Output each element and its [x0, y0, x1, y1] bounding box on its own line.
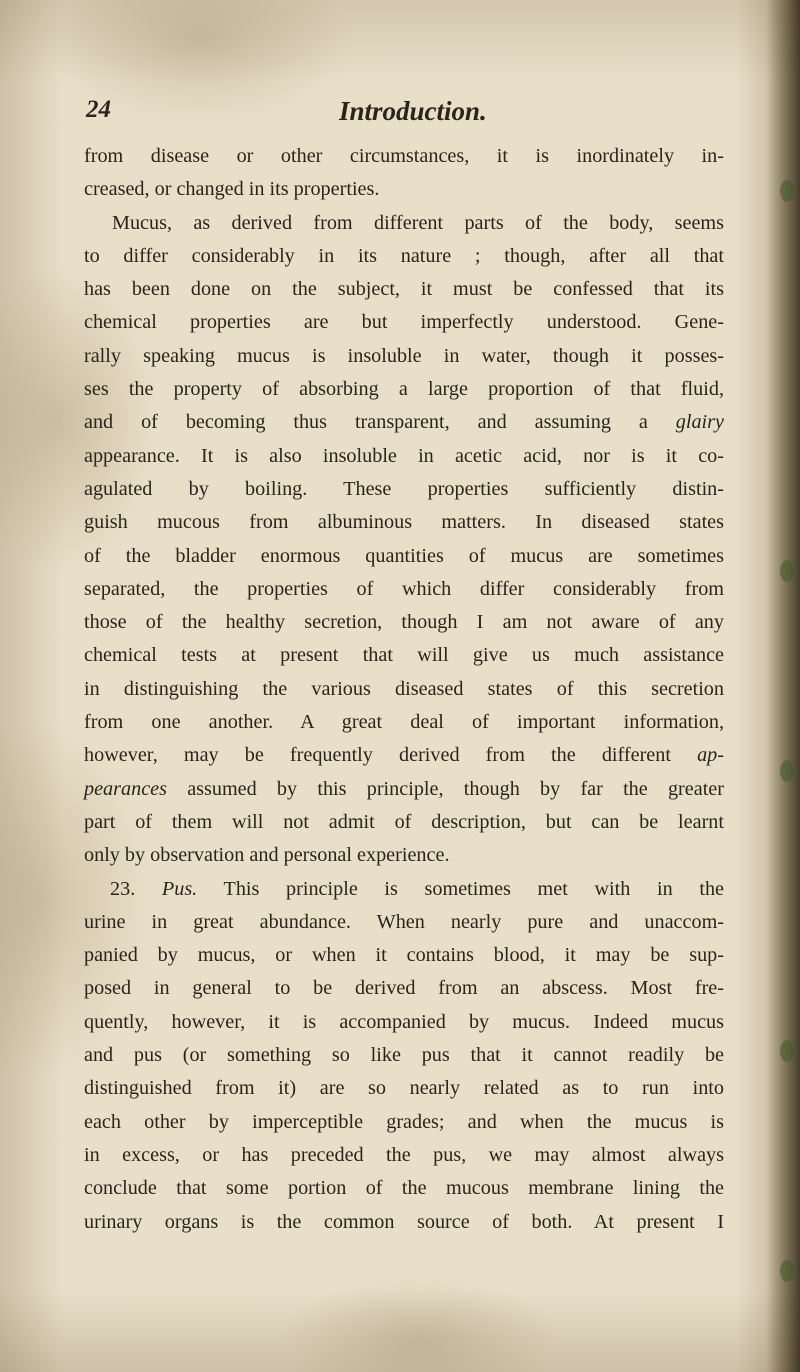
text-line: [84, 773, 724, 806]
text-line: in distinguishing the various diseased states of this secretion: [84, 677, 724, 700]
text-line: of the bladder enormous quantities of mucus are sometimes: [84, 544, 724, 567]
text-line: separated, the properties of which differ considerably from: [84, 577, 724, 600]
italic-term: glairy: [675, 411, 724, 434]
foxing-spot: [780, 1260, 794, 1282]
text-line: rally speaking mucus is insoluble in water, though it posses-: [84, 344, 724, 367]
text-line: conclude that some portion of the mucous membrane lining the: [84, 1177, 724, 1200]
text-line: and pus (or something so like pus that it cannot readily be: [84, 1044, 724, 1067]
text-line: [84, 873, 724, 906]
running-head: Introduction.: [339, 96, 487, 126]
text-fragment: however, may be frequently derived from the different: [84, 744, 698, 767]
text-line: [84, 406, 724, 439]
page-edge-shadow: [766, 0, 800, 1372]
italic-term: pearances: [84, 777, 167, 800]
text-line: those of the healthy secretion, though I am not aware of any: [84, 611, 724, 634]
text-line: chemical properties are but imperfectly understood. Gene-: [84, 311, 724, 334]
text-line: appearance. It is also insoluble in acetic acid, nor is it co-: [84, 444, 724, 467]
section-title: Pus.: [161, 877, 198, 900]
text-line: to differ considerably in its nature ; though, after all that: [84, 244, 724, 267]
text-line: agulated by boiling. These properties sufficiently distin-: [84, 477, 724, 500]
page-number: 24: [86, 96, 111, 123]
text-line: part of them will not admit of description, but can be learnt: [84, 810, 724, 833]
text-line: urinary organs is the common source of both. At present I: [84, 1210, 724, 1233]
text-line: has been done on the subject, it must be confessed that its: [84, 278, 724, 301]
foxing-spot: [780, 1040, 794, 1062]
foxing-spot: [780, 760, 794, 782]
section-number: 23.: [110, 877, 162, 900]
text-line: from disease or other circumstances, it is inordinately in-: [84, 145, 724, 167]
book-page: [84, 96, 724, 1239]
page-header: [84, 96, 724, 136]
text-line: guish mucous from albuminous matters. In diseased states: [84, 511, 724, 534]
text-fragment: assumed by this principle, though by far the greater: [166, 777, 724, 800]
foxing-spot: [780, 180, 794, 202]
text-line: chemical tests at present that will give us much assistance: [84, 644, 724, 667]
body-text: [84, 140, 724, 1239]
text-line: only by observation and personal experience.: [84, 844, 450, 867]
foxing-spot: [780, 560, 794, 582]
text-line: urine in great abundance. When nearly pure and unaccom-: [84, 910, 724, 933]
text-fragment: and of becoming thus transparent, and assuming a: [84, 411, 676, 434]
text-line: each other by imperceptible grades; and when the mucus is: [84, 1110, 724, 1133]
text-fragment: This principle is sometimes met with in the: [197, 877, 725, 900]
text-line: in excess, or has preceded the pus, we may almost always: [84, 1143, 724, 1166]
italic-term: ap-: [697, 744, 724, 767]
text-line: posed in general to be derived from an abscess. Most fre-: [84, 977, 724, 1000]
text-line: creased, or changed in its properties.: [84, 178, 380, 201]
text-line: panied by mucus, or when it contains blood, it may be sup-: [84, 944, 724, 967]
text-line: quently, however, it is accompanied by mucus. Indeed mucus: [84, 1010, 724, 1033]
text-line: Mucus, as derived from different parts of the body, seems: [112, 211, 724, 234]
text-line: [84, 739, 724, 772]
text-line: from one another. A great deal of important information,: [84, 711, 724, 734]
text-line: ses the property of absorbing a large proportion of that fluid,: [84, 378, 724, 401]
text-line: distinguished from it) are so nearly related as to run into: [84, 1077, 724, 1100]
